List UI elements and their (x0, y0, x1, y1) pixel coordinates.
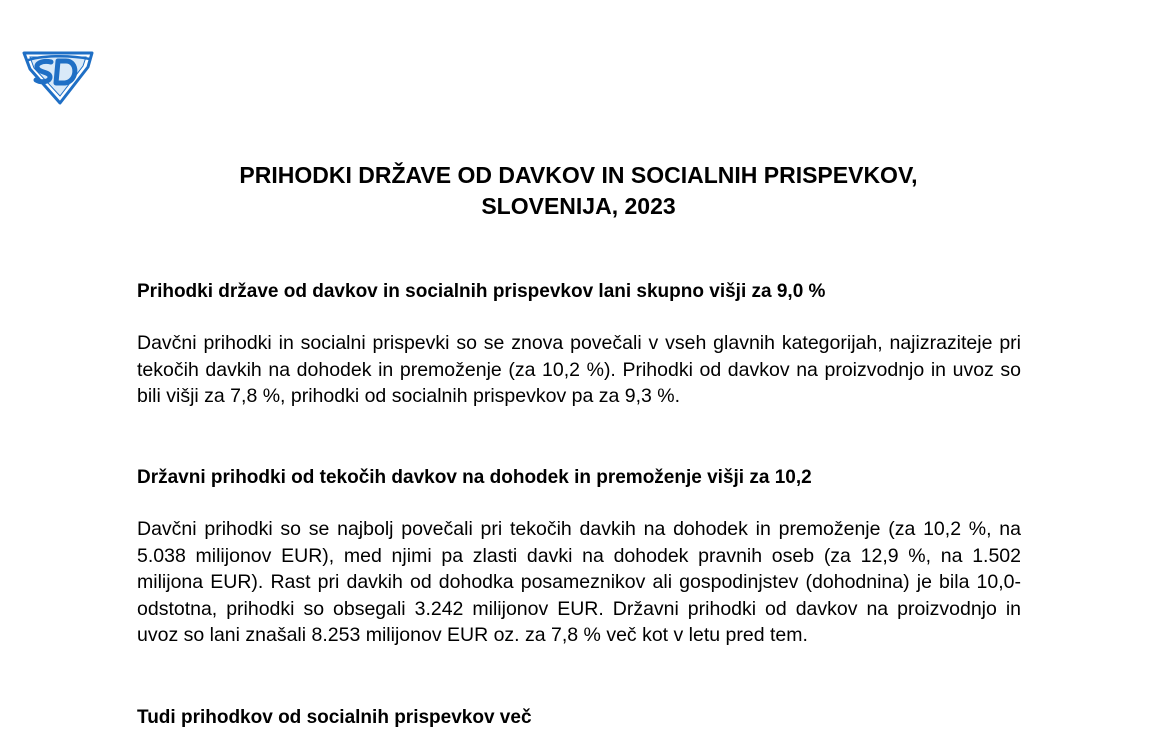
page-title (0, 160, 1157, 222)
section-heading: Državni prihodki od tekočih davkov na dohodek in premoženje višji za 10,2 (137, 467, 812, 488)
section-paragraph: Davčni prihodki in socialni prispevki so se znova povečali v vseh glavnih kategorijah, najizraziteje pri tekočih davkih na dohodek in premoženje (za 10,2 %). Prihodki od davkov na proizvodnjo in uvoz so bili višji za 7,8 %, prihodki od socialnih prispevkov pa za 9,3 %. (137, 332, 1021, 407)
title-line-2: SLOVENIJA, 2023 (481, 193, 676, 219)
title-line-1: PRIHODKI DRŽAVE OD DAVKOV IN SOCIALNIH PRISPEVKOV, (239, 162, 918, 188)
section-paragraph: Davčni prihodki so se najbolj povečali pri tekočih davkih na dohodek in premoženje (za 10,2 %, na 5.038 milijonov EUR), med njimi pa zlasti davki na dohodek pravnih oseb (za 12,9 %, na 1.502 milijona EUR). Rast pri davkih od dohodka posameznikov ali gospodinjstev (dohodnina) je bila 10,0-odstotna, prihodki so obsegali 3.242 milijonov EUR. Državni prihodki od davkov na proizvodnjo in uvoz so lani znašali 8.253 milijonov EUR oz. za 7,8 % več kot v letu pred tem. (137, 518, 1021, 646)
sd-shield-logo-icon (20, 47, 96, 105)
section-heading: Prihodki države od davkov in socialnih prispevkov lani skupno višji za 9,0 % (137, 281, 826, 302)
section-heading: Tudi prihodkov od socialnih prispevkov več (137, 707, 532, 728)
